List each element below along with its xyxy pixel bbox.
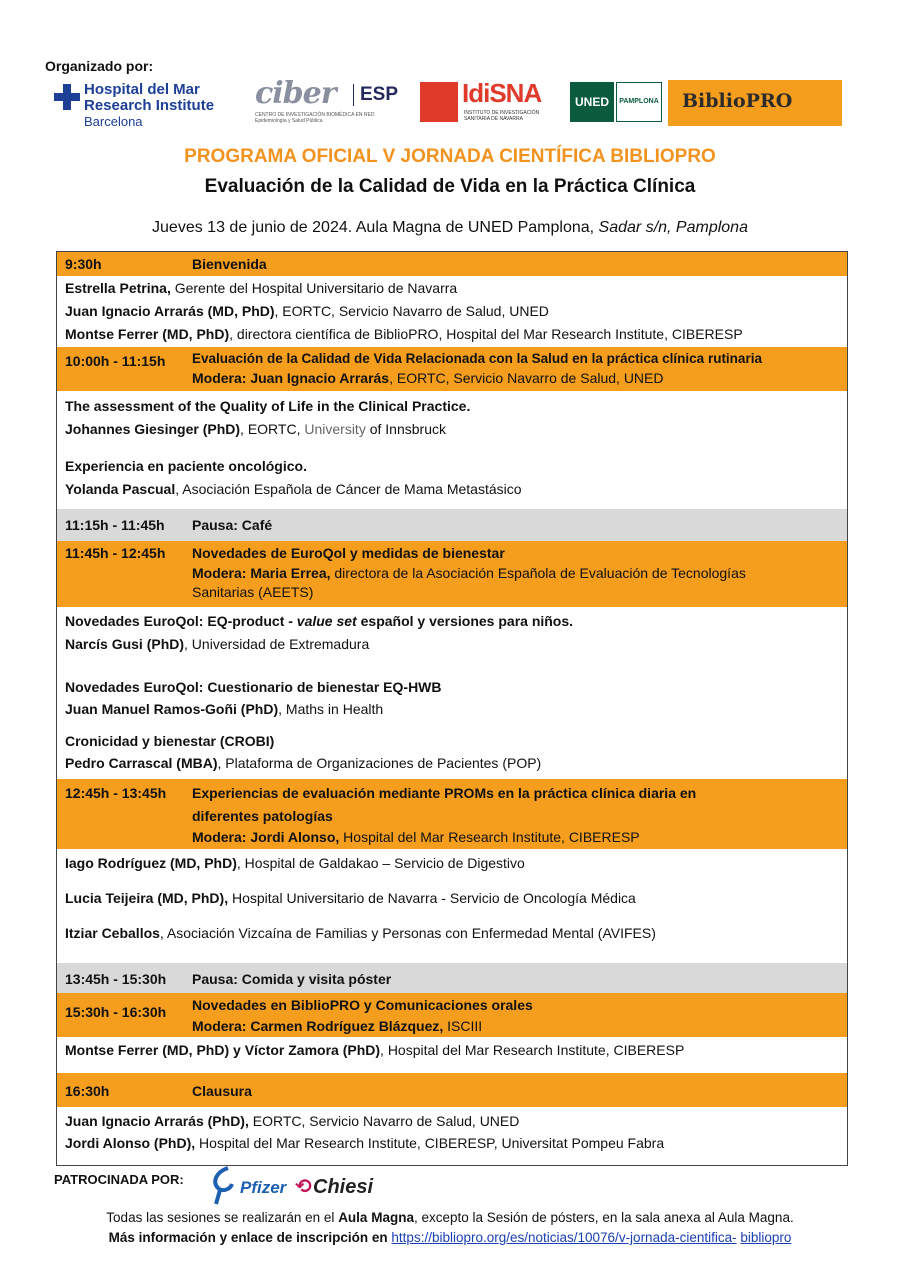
session-header (57, 779, 847, 849)
session-header (57, 993, 847, 1037)
session-time: 11:15h - 11:45h (65, 517, 165, 533)
session-title: Novedades en BiblioPRO y Comunicaciones orales (192, 997, 533, 1013)
speaker-line: Montse Ferrer (MD, PhD), directora científica de BiblioPRO, Hospital del Mar Research Institute, CIBERESP (65, 326, 743, 342)
chiesi-mark-icon: ⟲ (295, 1176, 312, 1198)
speaker-line: Johannes Giesinger (PhD), EORTC, University of Innsbruck (65, 421, 446, 437)
session-header (57, 1073, 847, 1107)
bibliopro-word: BiblioPRO (682, 90, 793, 112)
speaker-line: Itziar Ceballos, Asociación Vizcaína de Familias y Personas con Enfermedad Mental (AVIFES) (65, 925, 656, 941)
session-body (57, 849, 847, 963)
program-table (56, 251, 848, 1166)
session-moderator-cont: Sanitarias (AEETS) (192, 584, 314, 600)
organized-by-label: Organizado por: (45, 58, 154, 74)
speaker-line: Estrella Petrina, Gerente del Hospital Universitario de Navarra (65, 280, 458, 296)
session-body (57, 1037, 847, 1073)
hmar-line1: Hospital del Mar (84, 81, 200, 98)
chiesi-word: Chiesi (313, 1176, 374, 1198)
session-title: Novedades de EuroQol y medidas de bienestar (192, 545, 505, 561)
session-header (57, 541, 847, 607)
session-title: Experiencias de evaluación mediante PROMs en la práctica clínica diaria en (192, 785, 697, 801)
session-title: Bienvenida (192, 256, 267, 272)
session-time: 15:30h - 16:30h (65, 1004, 167, 1020)
registration-link[interactable]: https://bibliopro.org/es/noticias/10076/v-jornada-cientifica- (391, 1230, 737, 1245)
speaker-line: Jordi Alonso (PhD), Hospital del Mar Research Institute, CIBERESP, Universitat Pompeu Fabra (65, 1135, 665, 1151)
session-moderator: Modera: Juan Ignacio Arrarás, EORTC, Servicio Navarro de Salud, UNED (192, 370, 664, 386)
session-body (57, 607, 847, 779)
pfizer-word: Pfizer (240, 1178, 287, 1197)
sponsored-by-label: PATROCINADA POR: (54, 1172, 184, 1187)
date-location (0, 219, 900, 237)
speaker-line: Pedro Carrascal (MBA), Plataforma de Organizaciones de Pacientes (POP) (65, 755, 542, 771)
idisna-logo (420, 78, 555, 126)
hmar-line3: Barcelona (84, 114, 143, 129)
session-time: 10:00h - 11:15h (65, 353, 166, 369)
session-moderator: Modera: Jordi Alonso, Hospital del Mar Research Institute, CIBERESP (192, 829, 640, 845)
info-line (0, 1230, 900, 1245)
ciber-sub2: Epidemiología y Salud Pública (255, 118, 323, 124)
ciberesp-logo (255, 78, 405, 126)
speaker-line: Juan Manuel Ramos-Goñi (PhD), Maths in Health (65, 701, 384, 717)
hospital-cross-icon (54, 84, 80, 110)
pfizer-logo (210, 1166, 285, 1206)
break-header (57, 963, 847, 993)
session-time: 9:30h (65, 256, 102, 272)
session-moderator: Modera: Carmen Rodríguez Blázquez, ISCIII (192, 1018, 483, 1034)
talk-title: Novedades EuroQol: EQ-product - value set español y versiones para niños. (65, 613, 574, 629)
idisna-word: IdiSNA (462, 78, 542, 108)
speaker-line: Montse Ferrer (MD, PhD) y Víctor Zamora (PhD), Hospital del Mar Research Institute, CIBERESP (65, 1042, 685, 1058)
speaker-line: Lucia Teijeira (MD, PhD), Hospital Universitario de Navarra - Servicio de Oncología Médica (65, 890, 636, 906)
ciber-esp: ESP (353, 84, 398, 106)
session-title: Pausa: Café (192, 517, 273, 533)
info-label: Más información y enlace de inscripción en (108, 1230, 392, 1245)
bibliopro-logo (668, 80, 842, 126)
ciber-word: ciber (255, 76, 336, 111)
session-time: 13:45h - 15:30h (65, 971, 167, 987)
chiesi-logo (295, 1174, 373, 1199)
session-header (57, 252, 847, 276)
date-place: Sadar s/n, Pamplona (598, 219, 748, 236)
uned-word: UNED (570, 82, 614, 122)
pfizer-mark-icon (210, 1166, 240, 1206)
speaker-line: Yolanda Pascual, Asociación Española de Cáncer de Mama Metastásico (65, 481, 522, 497)
talk-title: Cronicidad y bienestar (CROBI) (65, 733, 275, 749)
sessions-note: Todas las sesiones se realizarán en el Aula Magna, excepto la Sesión de pósters, en la sala anexa al Aula Magna. (106, 1210, 794, 1225)
session-moderator: Modera: Maria Errea, directora de la Asociación Española de Evaluación de Tecnologías (192, 565, 746, 581)
talk-title: Experiencia en paciente oncológico. (65, 458, 307, 474)
registration-link-cont[interactable]: bibliopro (740, 1230, 792, 1245)
ciber-sub1: CENTRO DE INVESTIGACIÓN BIOMÉDICA EN RED (255, 112, 375, 118)
session-body (57, 1107, 847, 1165)
speaker-line: Juan Ignacio Arrarás (PhD), EORTC, Servicio Navarro de Salud, UNED (65, 1113, 520, 1129)
organizer-logos (50, 78, 850, 128)
session-title: Clausura (192, 1083, 252, 1099)
break-header (57, 509, 847, 541)
uned-pamplona-word: PAMPLONA (616, 82, 662, 122)
session-title: Pausa: Comida y visita póster (192, 971, 392, 987)
idisna-sub1: INSTITUTO DE INVESTIGACIÓN (464, 110, 540, 116)
hmar-line2: Research Institute (84, 97, 215, 114)
session-time: 11:45h - 12:45h (65, 545, 166, 561)
speaker-line: Narcís Gusi (PhD), Universidad de Extremadura (65, 636, 370, 652)
session-body (57, 391, 847, 509)
program-subtitle: Evaluación de la Calidad de Vida en la Práctica Clínica (204, 176, 696, 197)
session-title: Evaluación de la Calidad de Vida Relacionada con la Salud en la práctica clínica rutinaria (192, 351, 762, 366)
session-time: 12:45h - 13:45h (65, 785, 167, 801)
session-title-cont: diferentes patologías (192, 808, 333, 824)
program-title: PROGRAMA OFICIAL V JORNADA CIENTÍFICA BIBLIOPRO (184, 146, 716, 167)
idisna-mark-icon (420, 82, 458, 122)
date-main: Jueves 13 de junio de 2024. Aula Magna de UNED Pamplona, (152, 219, 599, 236)
session-header (57, 347, 847, 391)
talk-title: Novedades EuroQol: Cuestionario de bienestar EQ-HWB (65, 679, 442, 695)
hospital-del-mar-logo (54, 78, 244, 129)
speaker-line: Iago Rodríguez (MD, PhD), Hospital de Galdakao – Servicio de Digestivo (65, 855, 525, 871)
session-time: 16:30h (65, 1083, 110, 1099)
speaker-line: Juan Ignacio Arrarás (MD, PhD), EORTC, Servicio Navarro de Salud, UNED (65, 303, 549, 319)
idisna-sub2: SANITARIA DE NAVARRA (464, 116, 523, 122)
session-body (57, 276, 847, 347)
talk-title: The assessment of the Quality of Life in the Clinical Practice. (65, 398, 471, 414)
uned-pamplona-logo (570, 78, 662, 126)
